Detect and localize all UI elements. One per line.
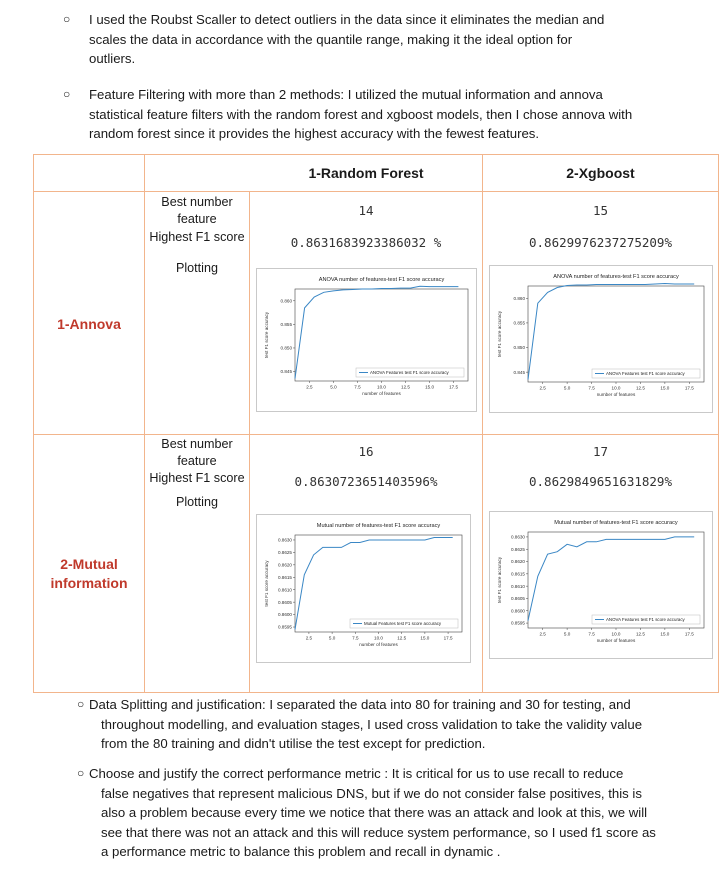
chart-title: ANOVA number of features-test F1 score accuracy [553,274,679,280]
label-highest-f1: Highest F1 score [149,230,245,244]
column-header-xgboost: 2-Xgboost [566,165,635,181]
value-annova-xgb-f1: 0.8629976237275209% [529,235,672,250]
y-tick-label: 0.8620 [277,562,292,568]
value-annova-rf-f1: 0.8631683923386032 % [290,235,442,250]
x-tick-label: 5.0 [563,631,571,637]
bullet-line: false negatives that represent malicious DNS, but if we do not consider false positives, this is [101,785,642,801]
y-tick-label: 0.8610 [510,583,525,589]
value-mutual-rf-f1: 0.8630723651403596% [294,474,438,489]
label-plotting: Plotting [175,261,218,275]
x-tick-label: 10.0 [374,635,383,641]
x-tick-label: 5.0 [563,385,571,391]
x-tick-label: 7.5 [588,631,595,637]
table-border [33,434,719,435]
x-tick-label: 17.5 [684,631,694,637]
x-tick-label: 2.5 [306,384,313,390]
bullet-feature-filtering [63,85,723,147]
y-tick-label: 0.8615 [277,574,292,580]
label-plotting: Plotting [175,495,218,509]
x-tick-label: 7.5 [352,635,359,641]
x-tick-label: 5.0 [330,384,337,390]
bullet-line: throughout modelling, and evaluation stages, I used cross validation to take the validity value [101,716,643,732]
bullet-circle-icon: ○ [77,766,85,780]
bullet-circle-icon: ○ [77,697,85,711]
x-tick-label: 17.5 [684,385,694,391]
x-tick-label: 12.5 [397,635,407,641]
row-header-mutual-information: 2-Mutual information [50,556,128,591]
chart-annova-random-forest [256,268,477,412]
bullet-line: a performance metric to balance this problem and recall in dynamic . [101,844,501,860]
x-tick-label: 10.0 [611,631,621,637]
y-tick-label: 0.855 [280,321,292,327]
chart-mutual-random-forest [256,514,471,663]
y-tick-label: 0.845 [513,369,525,375]
y-tick-label: 0.855 [513,320,525,326]
y-tick-label: 0.8610 [277,587,292,593]
label-best-number-feature: Best number feature [161,195,233,226]
y-tick-label: 0.8630 [277,537,292,543]
chart-annova-xgboost [489,265,713,413]
x-tick-label: 2.5 [539,631,546,637]
x-axis-label: number of features [359,642,398,647]
value-annova-xgb-best: 15 [592,203,609,218]
y-axis-label: test F1 score accuracy [497,310,502,358]
y-tick-label: 0.8625 [277,550,292,556]
x-tick-label: 15.0 [420,635,430,641]
x-tick-label: 12.5 [401,384,411,390]
value-mutual-xgb-best: 17 [592,444,609,459]
table-border [33,191,719,192]
bullet-line: see that there was not an attack and this will reduce system performance, so I used f1 score as [101,824,656,840]
y-axis-label: test F1 score accuracy [497,556,502,604]
y-tick-label: 0.8600 [510,608,525,614]
bullet-line: statistical feature filters with the random forest and xgboost models, then I chose annova with [89,106,633,122]
legend-label: Mutual Features test F1 score accuracy [364,621,442,627]
y-tick-label: 0.845 [280,369,292,375]
bullet-line: I used the Roubst Scaller to detect outliers in the data since it eliminates the median and [89,12,605,27]
table-border [33,154,34,693]
y-tick-label: 0.8625 [510,546,525,552]
chart-title: Mutual number of features-test F1 score accuracy [554,520,678,526]
label-highest-f1: Highest F1 score [149,471,245,485]
bullet-line: random forest since it provides the highest accuracy with the fewest features. [89,126,540,142]
x-tick-label: 15.0 [660,631,670,637]
y-tick-label: 0.8595 [277,624,292,630]
x-tick-label: 12.5 [635,631,645,637]
bullet-line: Data Splitting and justification: I separated the data into 80 for training and 30 for testing, and [89,697,631,712]
series-line [295,286,458,378]
y-tick-label: 0.8630 [510,534,525,540]
bullet-roubst-scaller [63,10,723,72]
x-tick-label: 10.0 [377,384,386,390]
chart-title: ANOVA number of features-test F1 score accuracy [318,277,445,283]
bullet-line: from the 80 training and didn't utilise the test except for prediction. [101,736,486,752]
plot-area [528,532,704,628]
legend-label: ANOVA Features test F1 score accuracy [606,617,685,623]
table-border [249,191,250,693]
x-tick-label: 17.5 [449,384,459,390]
table-border [718,154,719,693]
plot-area [295,289,468,381]
bullet-line: also a problem because every time we notice that there was an attack and look at this, we will [101,805,648,821]
y-tick-label: 0.8600 [277,612,292,618]
x-tick-label: 12.5 [635,385,645,391]
plot-area [528,286,704,382]
x-tick-label: 7.5 [354,384,361,390]
x-tick-label: 2.5 [539,385,546,391]
chart-mutual-xgboost [489,511,713,659]
legend-label: ANOVA Features test F1 score accuracy [370,370,449,376]
y-tick-label: 0.8615 [510,571,525,577]
bullet-line: outliers. [89,51,136,67]
y-axis-label: test F1 score accuracy [264,560,269,607]
y-tick-label: 0.860 [280,298,292,304]
bullet-line: Feature Filtering with more than 2 methods: I utilized the mutual information and annova [89,87,603,102]
legend-label: ANOVA Features test F1 score accuracy [606,371,685,377]
bullet-circle-icon: ○ [63,87,71,101]
x-axis-label: number of features [596,392,636,397]
x-tick-label: 15.0 [425,384,435,390]
value-mutual-rf-best: 16 [358,444,374,459]
y-tick-label: 0.8620 [510,559,525,565]
value-mutual-xgb-f1: 0.8629849651631829% [529,474,672,489]
bullet-data-splitting [77,695,717,755]
bullet-circle-icon: ○ [63,12,71,26]
x-tick-label: 5.0 [328,635,336,641]
x-tick-label: 7.5 [588,385,595,391]
y-tick-label: 0.850 [513,345,525,351]
table-border [33,154,719,155]
y-tick-label: 0.850 [280,345,292,351]
y-tick-label: 0.860 [513,295,525,301]
x-axis-label: number of features [362,391,401,396]
label-best-number-feature: Best number feature [161,437,233,468]
series-line [528,284,694,380]
x-tick-label: 2.5 [305,635,313,641]
bullet-line: Choose and justify the correct performance metric : It is critical for us to use recall to reduce [89,766,624,781]
x-tick-label: 17.5 [443,635,453,641]
series-line [528,537,694,621]
x-tick-label: 10.0 [611,385,621,391]
row-header-annova: 1-Annova [57,316,121,332]
y-tick-label: 0.8595 [510,620,525,626]
value-annova-rf-best: 14 [358,203,374,218]
table-border [33,692,719,693]
bullet-line: scales the data in accordance with the quantile range, making it the ideal option for [89,31,573,47]
y-tick-label: 0.8605 [277,599,292,605]
y-tick-label: 0.8605 [510,596,525,602]
bullet-performance-metric [77,764,717,864]
series-line [295,538,453,630]
x-tick-label: 15.0 [660,385,670,391]
chart-title: Mutual number of features-test F1 score accuracy [316,523,441,529]
y-axis-label: test F1 score accuracy [264,311,269,359]
column-header-random-forest: 1-Random Forest [308,165,424,181]
x-axis-label: number of features [596,638,636,643]
